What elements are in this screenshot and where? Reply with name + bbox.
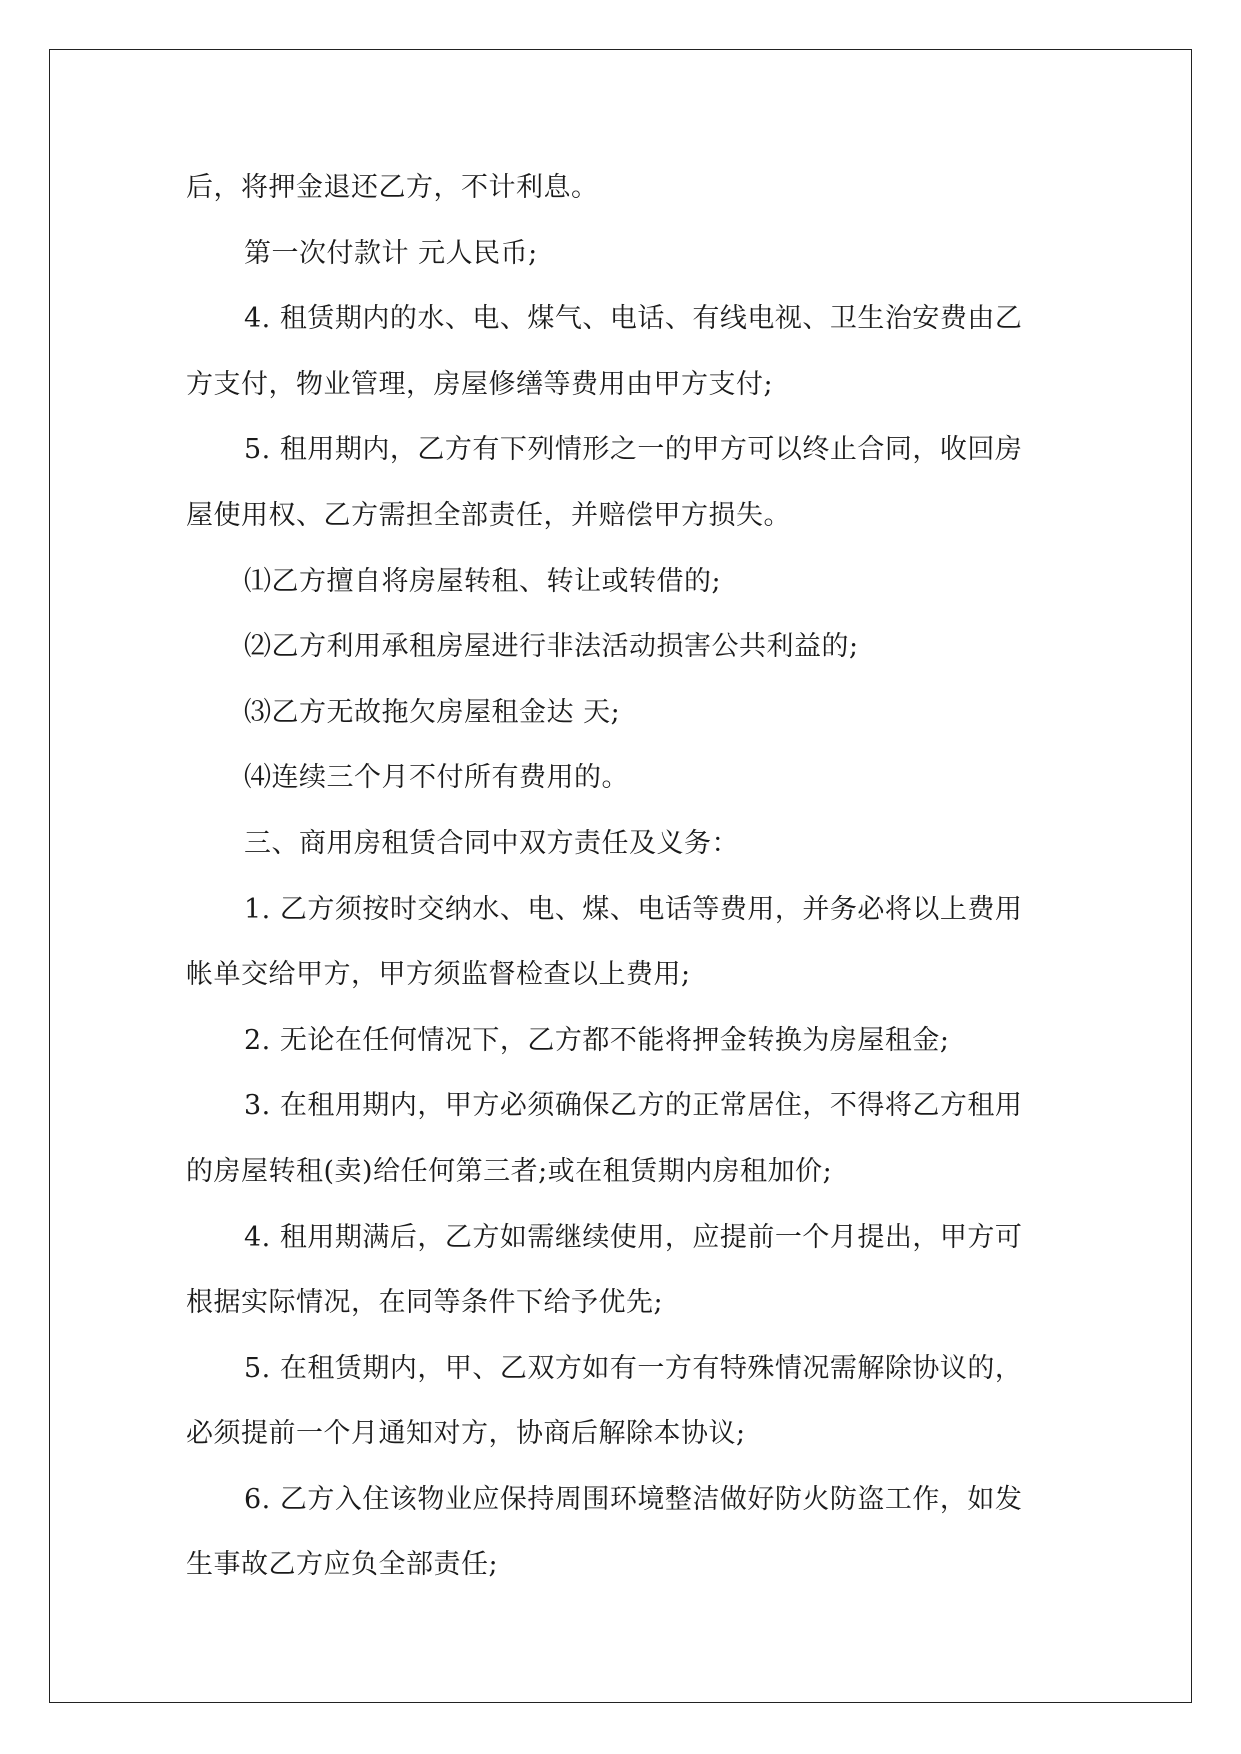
document-body bbox=[186, 155, 1056, 1598]
text-line: 的房屋转租(卖)给任何第三者;或在租赁期内房租加价; bbox=[186, 1155, 833, 1187]
text-line: 2. 无论在任何情况下，乙方都不能将押金转换为房屋租金; bbox=[244, 1024, 950, 1056]
text-line: ⑴乙方擅自将房屋转租、转让或转借的; bbox=[244, 565, 722, 597]
text-line: 三、商用房租赁合同中双方责任及义务： bbox=[244, 827, 739, 859]
text-line: 屋使用权、乙方需担全部责任，并赔偿甲方损失。 bbox=[186, 499, 791, 531]
text-line: 根据实际情况，在同等条件下给予优先; bbox=[186, 1287, 664, 1319]
text-line: 方支付，物业管理，房屋修缮等费用由甲方支付; bbox=[186, 368, 774, 400]
text-line: 后，将押金退还乙方，不计利息。 bbox=[186, 172, 599, 203]
text-line: ⑶乙方无故拖欠房屋租金达 天; bbox=[244, 696, 621, 728]
text-line: ⑵乙方利用承租房屋进行非法活动损害公共利益的; bbox=[244, 631, 859, 663]
text-line: 3. 在租用期内，甲方必须确保乙方的正常居住，不得将乙方租用 bbox=[244, 1090, 1023, 1122]
text-line: 1. 乙方须按时交纳水、电、煤、电话等费用，并务必将以上费用 bbox=[244, 893, 1023, 925]
text-line: 必须提前一个月通知对方，协商后解除本协议; bbox=[186, 1418, 746, 1450]
text-line: 4. 租用期满后，乙方如需继续使用，应提前一个月提出，甲方可 bbox=[244, 1221, 1023, 1253]
text-line: ⑷连续三个月不付所有费用的。 bbox=[244, 762, 629, 794]
text-line: 第一次付款计 元人民币; bbox=[244, 237, 538, 269]
text-line: 5. 在租赁期内，甲、乙双方如有一方有特殊情况需解除协议的， bbox=[244, 1352, 1023, 1384]
text-line: 5. 租用期内，乙方有下列情形之一的甲方可以终止合同，收回房 bbox=[244, 434, 1023, 466]
text-line: 4. 租赁期内的水、电、煤气、电话、有线电视、卫生治安费由乙 bbox=[244, 303, 1023, 335]
text-line: 生事故乙方应负全部责任; bbox=[186, 1549, 499, 1581]
text-line: 帐单交给甲方，甲方须监督检查以上费用; bbox=[186, 959, 691, 991]
text-line: 6. 乙方入住该物业应保持周围环境整洁做好防火防盗工作，如发 bbox=[244, 1483, 1023, 1515]
